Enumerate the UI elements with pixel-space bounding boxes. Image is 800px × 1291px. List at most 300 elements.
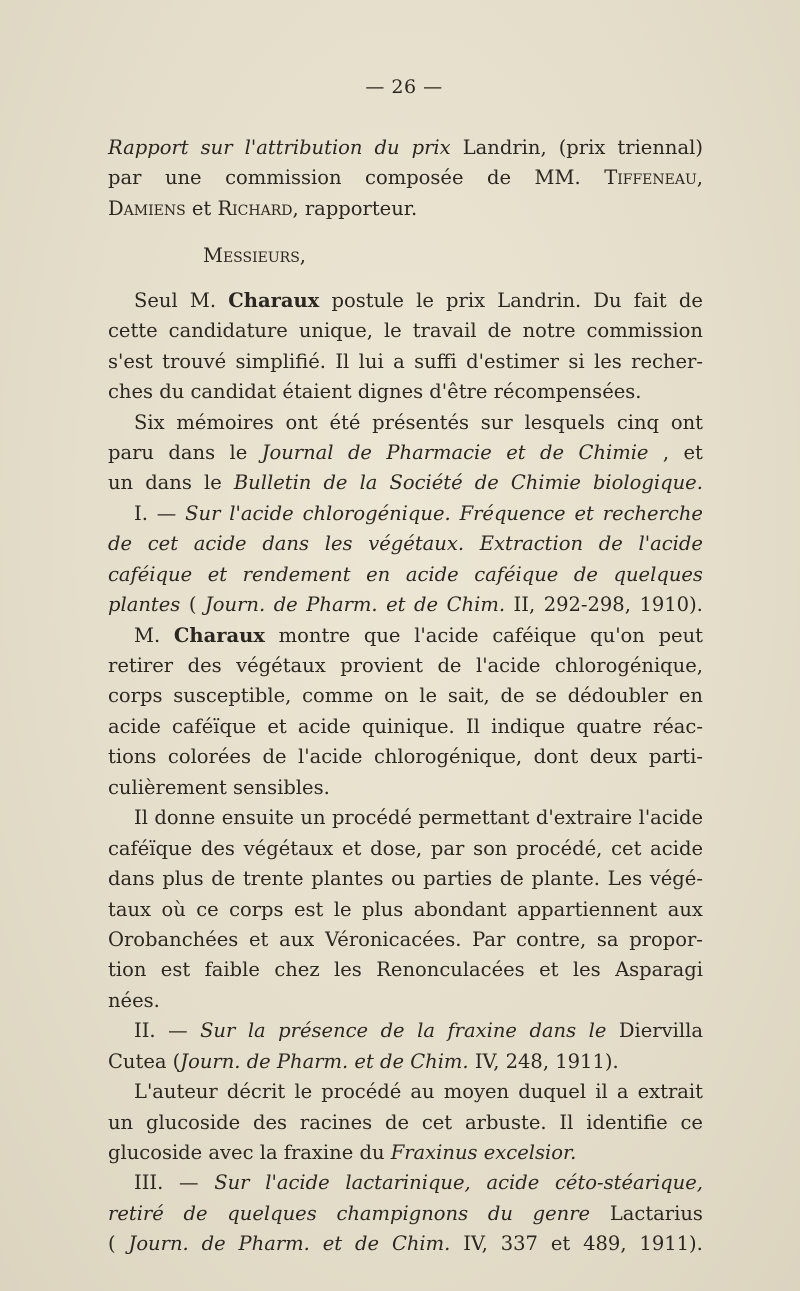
text-word: de	[499, 867, 524, 891]
text-word: Chimie	[510, 471, 581, 495]
text-word: de	[678, 288, 703, 312]
text-word: le	[203, 471, 222, 495]
text-word: recher-	[631, 349, 703, 373]
text-word: par	[108, 166, 142, 190]
text-word: ches du candidat étaient dignes d'être récompensées.	[108, 380, 642, 404]
text-word: dose,	[370, 836, 423, 860]
text-word: présence	[278, 1019, 369, 1043]
text-word: Rapport	[108, 136, 189, 159]
text-word: de	[323, 471, 348, 495]
text-word: biologique.	[592, 471, 703, 495]
text-word: végé-	[649, 867, 703, 891]
text-word: Il	[335, 349, 350, 373]
text-line	[108, 621, 703, 651]
text-word: Charaux	[173, 623, 265, 647]
text-word: sa	[596, 927, 619, 951]
text-word: de	[273, 593, 298, 617]
text-word: parti-	[648, 745, 703, 769]
text-word: Charaux	[228, 288, 320, 312]
text-word: la	[359, 471, 378, 495]
text-word: racines	[299, 1110, 373, 1134]
text-word: les	[572, 958, 601, 982]
text-word: l'acide	[265, 1171, 330, 1195]
text-word: ont	[285, 410, 318, 434]
text-word: végétaux	[236, 654, 326, 677]
text-word: lui	[358, 349, 384, 373]
text-word: de	[487, 166, 512, 190]
text-word: donne	[154, 806, 216, 830]
text-line	[108, 925, 703, 955]
text-word: culièrement sensibles.	[108, 775, 330, 799]
text-body	[108, 133, 703, 1260]
text-word: fraxine	[447, 1019, 517, 1043]
text-word: III.	[134, 1171, 164, 1195]
text-word: ou	[391, 867, 416, 891]
text-word: moyen	[443, 1080, 510, 1104]
text-word: le	[229, 440, 248, 464]
text-word: en	[678, 684, 703, 708]
text-word: Il	[134, 806, 148, 830]
text-word: procédé,	[516, 836, 603, 860]
text-line	[108, 803, 703, 833]
text-line	[108, 163, 703, 193]
text-word: 489,	[583, 1232, 627, 1256]
text-word: céto-stéarique,	[554, 1171, 703, 1195]
text-word: faible	[204, 958, 260, 982]
text-line	[108, 1047, 703, 1077]
text-line	[108, 1077, 703, 1107]
text-line	[108, 681, 703, 711]
text-word: de	[380, 1019, 405, 1043]
text-word: Seul	[134, 288, 178, 312]
text-line	[108, 1016, 703, 1046]
text-word: un	[108, 1110, 134, 1134]
page-number: — 26 —	[365, 76, 443, 98]
text-word: trouvé	[162, 349, 227, 373]
text-word: Extraction	[479, 532, 584, 556]
text-word: ce	[680, 1110, 703, 1134]
text-word: acide	[486, 1171, 540, 1195]
text-word: recherche	[602, 501, 703, 525]
text-line	[108, 499, 703, 529]
text-word: plus	[362, 897, 404, 921]
text-word: II,	[513, 593, 536, 617]
text-word: il	[595, 1080, 608, 1104]
text-word: identifie	[586, 1110, 668, 1134]
text-word: végétaux	[243, 836, 334, 860]
text-word: caféique	[492, 623, 577, 647]
text-word: de	[487, 319, 512, 343]
text-line	[108, 529, 703, 559]
text-word: caféique	[108, 562, 193, 586]
text-line	[108, 1138, 703, 1168]
text-line	[108, 773, 703, 803]
text-line	[108, 742, 703, 772]
text-word: cet	[421, 1110, 453, 1134]
text-word: Fraxinus excelsior.	[390, 1141, 577, 1164]
text-word: indique	[491, 714, 566, 738]
text-word: de	[500, 684, 525, 708]
text-word: Bulletin	[233, 471, 312, 495]
text-word: le	[419, 684, 438, 708]
text-word: Sur	[200, 1019, 236, 1043]
text-word: Journ.	[128, 1232, 189, 1256]
text-word: du	[374, 136, 400, 159]
text-word: des	[253, 1110, 288, 1134]
text-word: Il	[559, 1110, 574, 1134]
text-word: suffi	[414, 349, 457, 373]
text-word: Renonculacées	[376, 958, 525, 982]
text-word: les	[593, 349, 622, 373]
text-word: Il	[465, 714, 480, 738]
text-word: une	[164, 166, 202, 190]
text-word: genre	[532, 1201, 591, 1225]
text-word: deux	[589, 745, 638, 769]
text-word: permettant	[418, 806, 530, 830]
text-word: si	[568, 349, 585, 373]
text-word: I.	[134, 501, 148, 525]
text-word: lactarinique,	[345, 1171, 471, 1195]
text-line	[108, 316, 703, 346]
text-word: plante.	[531, 867, 600, 891]
text-word: des	[200, 836, 235, 860]
text-word: que	[363, 623, 401, 647]
text-word: de	[347, 440, 372, 464]
text-line	[108, 955, 703, 985]
text-word: cet	[147, 532, 179, 556]
text-word: cette	[108, 319, 158, 343]
text-word: chez	[274, 958, 320, 982]
text-word: a	[393, 349, 405, 373]
text-word: et	[386, 593, 406, 617]
text-word: acide	[108, 714, 161, 738]
text-word: de	[573, 562, 598, 586]
text-word: les	[334, 958, 362, 982]
text-word: chlorogénique.	[302, 501, 451, 525]
text-word: le	[333, 897, 352, 921]
text-word: acide	[297, 714, 351, 738]
text-word: Chim.	[391, 1232, 451, 1256]
text-word: sait,	[447, 684, 490, 708]
text-word: corps	[108, 684, 163, 708]
text-word: Du	[593, 288, 622, 312]
text-word: procédé	[331, 806, 412, 830]
text-line	[108, 408, 703, 438]
text-word: 1911).	[639, 1232, 703, 1256]
text-word: dans	[108, 867, 155, 891]
text-word: postule	[331, 288, 404, 312]
text-word: Cutea (	[108, 1049, 181, 1073]
text-word: —	[179, 1171, 199, 1195]
text-word: Lactarius	[609, 1201, 703, 1225]
text-word: nées.	[108, 988, 160, 1012]
text-word: cinq	[616, 410, 660, 434]
text-word: —	[156, 501, 177, 525]
text-word: Richard	[217, 196, 293, 220]
text-word: l'acide	[298, 745, 363, 769]
text-word: de	[437, 654, 462, 677]
text-word: simplifié.	[235, 349, 326, 373]
text-word: L'auteur	[134, 1080, 218, 1104]
text-word: Orobanchées	[108, 927, 239, 951]
text-word: au	[410, 1080, 435, 1104]
text-word: caféïque	[172, 714, 257, 738]
text-line	[108, 241, 703, 271]
text-word: IV, 248, 1911).	[468, 1049, 619, 1073]
text-word: de	[201, 1232, 226, 1256]
text-word: de	[384, 1110, 409, 1134]
text-word: mémoires	[176, 410, 274, 434]
text-word: retiré	[108, 1201, 164, 1225]
text-word: et	[267, 714, 287, 738]
text-word: dont	[533, 745, 579, 769]
text-word: 337	[500, 1232, 538, 1256]
text-word: M.	[189, 288, 217, 312]
text-word: duquel	[518, 1080, 587, 1104]
text-word: provient	[340, 654, 423, 677]
text-word: par	[430, 836, 465, 860]
text-word: Société	[389, 471, 463, 495]
text-word: Par	[472, 927, 506, 951]
text-word: plantes	[311, 867, 384, 891]
text-word: Landrin,	[462, 136, 547, 159]
text-word: prix	[411, 136, 451, 159]
text-word: Damiens	[108, 196, 186, 220]
text-word: colorées	[167, 745, 251, 769]
text-word: Asparagi	[615, 958, 703, 982]
text-word: MM.	[534, 166, 581, 190]
text-word: de	[474, 471, 499, 495]
text-line	[108, 1108, 703, 1138]
text-word: Véronicacées.	[324, 927, 462, 951]
text-word: extrait	[637, 1080, 703, 1104]
text-word: l'acide	[475, 654, 541, 677]
text-word: de	[355, 1232, 380, 1256]
text-word: dans	[168, 440, 216, 464]
text-line	[108, 194, 703, 224]
text-word: (	[108, 1232, 116, 1256]
text-word: décrit	[226, 1080, 286, 1104]
text-word: végétaux.	[368, 532, 465, 556]
text-line	[108, 286, 703, 316]
text-line	[108, 834, 703, 864]
text-word: plus	[162, 867, 204, 891]
text-word: acide	[650, 836, 703, 860]
text-word: acide	[193, 532, 247, 556]
text-word: montre	[278, 623, 351, 647]
text-word: Tiffeneau,	[604, 166, 703, 190]
text-line	[108, 1168, 703, 1198]
text-word: caféïque	[108, 836, 193, 860]
text-word: notre	[522, 319, 576, 343]
text-word: abondant	[413, 897, 507, 921]
text-word: , rapporteur.	[292, 196, 418, 220]
text-word: de	[262, 745, 287, 769]
text-word: (prix	[558, 136, 606, 159]
text-word: son	[473, 836, 508, 860]
text-word: et	[574, 501, 594, 525]
text-word: comme	[302, 684, 374, 708]
text-word: (	[188, 593, 197, 617]
text-word: dédoubler	[567, 684, 669, 708]
text-word: sur	[480, 410, 513, 434]
text-word: II.	[134, 1019, 156, 1043]
text-word: et	[322, 1232, 343, 1256]
text-word: un	[300, 806, 326, 830]
text-word: quelques	[227, 1201, 317, 1225]
text-word: se	[535, 684, 557, 708]
text-word: de	[211, 867, 236, 891]
text-word: prix	[446, 288, 486, 312]
text-word: peut	[658, 623, 703, 647]
text-word: et	[185, 196, 218, 220]
text-word: été	[329, 410, 361, 434]
text-word: 1910).	[639, 593, 703, 617]
text-word: sur	[200, 136, 233, 159]
text-word: arbuste.	[465, 1110, 547, 1134]
text-word: corps	[229, 897, 284, 921]
text-line	[108, 712, 703, 742]
text-word: composée	[365, 166, 464, 190]
text-word: quinique.	[361, 714, 455, 738]
text-word: Journ. de Pharm. et de Chim.	[180, 1049, 469, 1073]
text-word: Pharm.	[238, 1232, 310, 1256]
text-word: ensuite	[221, 806, 294, 830]
text-word: Sur	[185, 501, 221, 525]
text-word: cet	[611, 836, 642, 860]
text-word: Journ.	[204, 593, 266, 617]
text-word: chlorogénique,	[373, 745, 523, 769]
text-word: de	[540, 440, 565, 464]
text-line	[108, 438, 703, 468]
text-word: l'acide	[229, 501, 294, 525]
text-word: et	[506, 440, 526, 464]
text-word: retirer	[108, 654, 174, 677]
text-word: unique,	[298, 319, 373, 343]
text-word: et	[249, 927, 269, 951]
text-word: et	[207, 562, 228, 586]
text-word: paru	[108, 440, 154, 464]
text-line	[108, 895, 703, 925]
text-word: triennal)	[617, 136, 703, 159]
text-word: dans	[262, 532, 309, 556]
text-word: la	[247, 1019, 266, 1043]
text-word: d'estimer	[466, 349, 559, 373]
text-word: l'acide	[638, 532, 703, 556]
text-word: —	[168, 1019, 188, 1043]
text-word: lesquels	[524, 410, 606, 434]
text-word: l'acide	[638, 806, 703, 830]
text-word: Diervilla	[618, 1019, 703, 1043]
text-word: l'attribution	[244, 136, 363, 159]
text-word: aux	[667, 897, 703, 921]
text-line	[108, 651, 703, 681]
text-word: le	[588, 1019, 607, 1043]
text-word: de	[598, 532, 623, 556]
text-line	[108, 864, 703, 894]
text-word: ce	[196, 897, 219, 921]
text-word: susceptible,	[173, 684, 292, 708]
text-word: propor-	[629, 927, 703, 951]
text-word: Journal	[261, 440, 334, 464]
text-word: champignons	[336, 1201, 469, 1225]
text-word: appartiennent	[517, 897, 658, 921]
text-line	[108, 986, 703, 1016]
text-word: et	[539, 958, 559, 982]
text-word: quelques	[613, 562, 703, 586]
text-word: dans	[529, 1019, 577, 1043]
text-word: travail	[412, 319, 477, 343]
text-word: le	[294, 1080, 313, 1104]
text-word: est	[160, 958, 191, 982]
text-line	[108, 1229, 703, 1259]
text-word: Messieurs,	[203, 244, 307, 268]
text-word: aux	[279, 927, 315, 951]
text-word: Fréquence	[459, 501, 566, 525]
text-word: acide	[405, 562, 459, 586]
text-word: où	[161, 897, 186, 921]
text-word: rendement	[242, 562, 351, 586]
text-word: procédé	[321, 1080, 402, 1104]
text-word: trente	[242, 867, 304, 891]
text-word: ont	[670, 410, 703, 434]
text-word: d'extraire	[535, 806, 633, 830]
text-word: réac-	[652, 714, 703, 738]
text-line	[108, 347, 703, 377]
text-word: Les	[607, 867, 643, 891]
text-word: du	[487, 1201, 513, 1225]
text-word: ,	[662, 440, 670, 464]
text-line	[108, 377, 703, 407]
text-word: des	[187, 654, 222, 677]
text-word: un	[108, 471, 134, 495]
text-word: taux	[108, 897, 152, 921]
text-word: est	[293, 897, 324, 921]
text-word: Pharm.	[306, 593, 378, 617]
text-word: commission	[225, 166, 342, 190]
text-word: glucoside avec la fraxine du	[108, 1141, 391, 1164]
text-word: s'est	[108, 349, 153, 373]
text-word: M.	[134, 623, 161, 647]
text-word: de	[414, 593, 439, 617]
text-word: candidature	[168, 319, 288, 343]
text-line	[108, 468, 703, 498]
text-word: commission	[586, 319, 703, 343]
text-word: glucoside	[145, 1110, 241, 1134]
text-line	[108, 560, 703, 590]
text-word: Pharmacie	[386, 440, 492, 464]
text-word: tions	[108, 745, 157, 769]
text-word: et	[550, 1232, 571, 1256]
text-word: a	[616, 1080, 629, 1104]
text-word: 292-298,	[543, 593, 631, 617]
text-line	[108, 1199, 703, 1229]
text-word: présentés	[372, 410, 469, 434]
text-word: IV,	[463, 1232, 488, 1256]
text-word: parties	[423, 867, 493, 891]
text-word: fait	[633, 288, 667, 312]
text-word: contre,	[516, 927, 587, 951]
text-word: et	[683, 440, 703, 464]
text-word: tion	[108, 958, 147, 982]
text-word: l'acide	[414, 623, 479, 647]
text-word: on	[384, 684, 409, 708]
text-word: le	[383, 319, 402, 343]
text-word: caféique	[474, 562, 559, 586]
text-word: chlorogénique,	[554, 654, 703, 677]
text-word: Chimie	[578, 440, 649, 464]
text-word: dans	[145, 471, 192, 495]
